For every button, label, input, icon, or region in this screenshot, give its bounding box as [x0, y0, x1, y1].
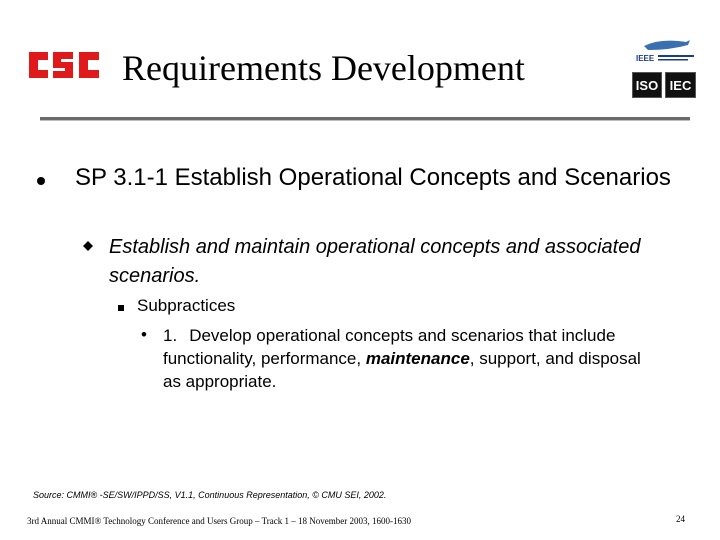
subpractice-item	[163, 324, 643, 393]
subpractices-label: Subpractices	[137, 296, 236, 315]
page-number: 24	[676, 514, 685, 524]
ieee-logo	[630, 36, 698, 66]
subpractice-number: 1.	[163, 326, 178, 345]
subpractice-text-end: , support, and disposal as appropriate.	[163, 349, 641, 391]
diamond-bullet-icon	[83, 241, 93, 251]
square-bullet	[118, 305, 124, 311]
header-divider	[40, 117, 690, 121]
iso-logo: ISO	[632, 72, 662, 98]
csc-logo	[27, 48, 101, 82]
slide-title: Requirements Development	[122, 48, 525, 88]
bullet-dot	[37, 177, 45, 185]
sub-bullet: •	[141, 325, 147, 344]
svg-text:IEEE: IEEE	[636, 54, 655, 63]
iec-logo: IEC	[665, 72, 696, 98]
subpractice-text: Develop operational concepts and scenarios that include functionality, performance,	[163, 326, 616, 368]
subpractice-emphasis: maintenance	[365, 349, 470, 368]
practice-heading: SP 3.1-1 Establish Operational Concepts and Scenarios	[75, 164, 671, 191]
footer-conference: 3rd Annual CMMI® Technology Conference and Users Group – Track 1 – 18 November 2003, 1600-1630	[27, 516, 411, 526]
practice-description: Establish and maintain operational concepts and associated scenarios.	[109, 236, 641, 287]
standards-logos	[630, 36, 698, 100]
source-citation: Source: CMMI® -SE/SW/IPPD/SS, V1.1, Continuous Representation, © CMU SEI, 2002.	[33, 490, 387, 500]
